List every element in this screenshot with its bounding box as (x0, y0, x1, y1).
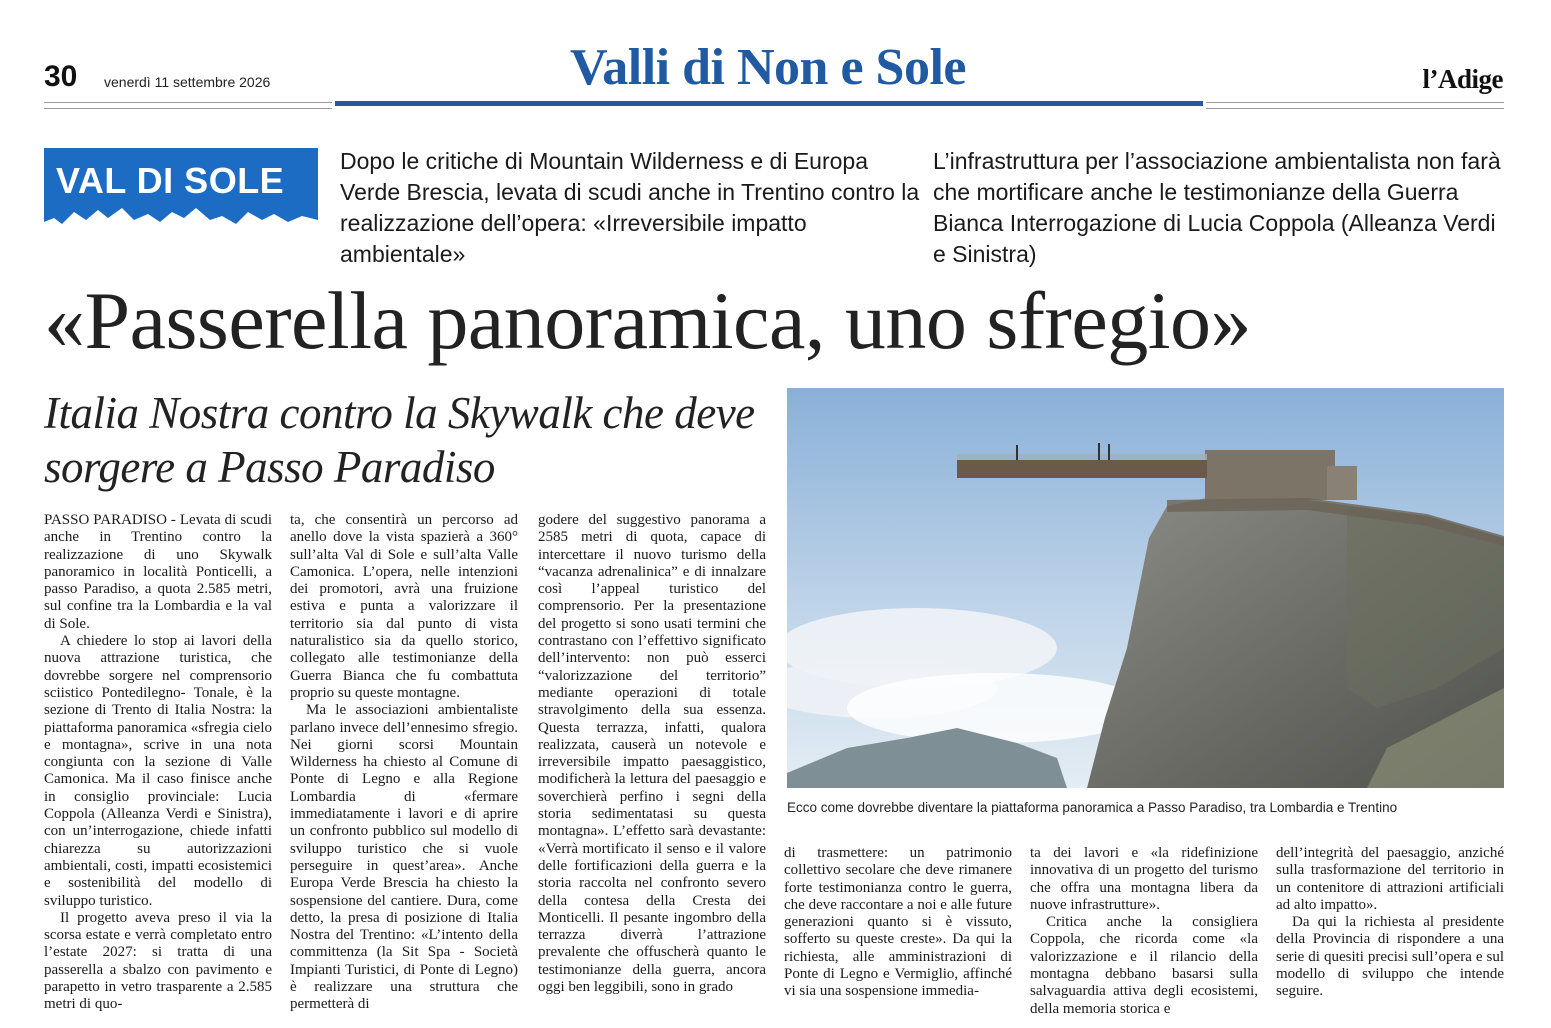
article-column-3 (538, 512, 766, 996)
paragraph: dell’integrità del paesaggio, anziché sulla trasformazione del territorio in un contenitore di attrazioni artificiali ad alto impatto». (1276, 845, 1504, 913)
article-column-6 (1276, 845, 1504, 1001)
header-rule-blue (335, 101, 1203, 106)
skywalk-photo (787, 388, 1504, 788)
article-column-5 (1030, 845, 1258, 1018)
header-rule-right-lower (1206, 108, 1504, 109)
section-tag (44, 148, 318, 242)
photo-caption: Ecco come dovrebbe diventare la piattaforma panoramica a Passo Paradiso, tra Lombardia e Trentino (787, 800, 1398, 815)
section-tag-label: VAL DI SOLE (56, 160, 285, 201)
article-column-4 (784, 845, 1012, 1001)
paragraph: ta dei lavori e «la ridefinizione innovativa di un progetto del turismo che offra una montagna libera da nuove infrastrutture». (1030, 845, 1258, 913)
subheadline: Italia Nostra contro la Skywalk che deve sorgere a Passo Paradiso (44, 388, 755, 492)
newspaper-logo: l’Adige (1422, 64, 1503, 94)
paragraph: PASSO PARADISO - Levata di scudi anche in Trentino contro la realizzazione di uno Skywalk panoramico in località Ponticelli, a passo Paradiso, a quota 2.585 metri, sul confine tra la Lombardia e la val di Sole. (44, 512, 272, 632)
mountain-ridge-icon (44, 198, 318, 242)
paragraph: A chiedere lo stop ai lavori della nuova attrazione turistica, che dovrebbe sorgere nel comprensorio sciistico Pontedilegno- Tonale, è la sezione di Trento di Italia Nostra: la piattaforma panoramica «sfregia cielo e montagna», scrive in una nota congiunta con la sezione di Valle Camonica. Ma il caso finisce anche in consiglio provinciale: Lucia Coppola (Alleanza Verdi e Sinistra), con un’interrogazione, chiede infatti chiarezza su autorizzazioni ambientali, costi, impatti ecosistemici e sostenibilità del modello di sviluppo turistico. (44, 633, 272, 909)
header-rule-right (1206, 102, 1504, 103)
page-number: 30 (44, 60, 78, 93)
issue-date: venerdì 11 settembre 2026 (104, 74, 271, 90)
kicker-left: Dopo le critiche di Mountain Wilderness e di Europa Verde Brescia, levata di scudi anche in Trentino contro la realizzazione dell’opera: «Irreversibile impatto ambientale» (340, 148, 920, 267)
paragraph: Il progetto aveva preso il via la scorsa estate e verrà completato entro l’estate 2027: si tratta di una passerella a sbalzo con pavimento e parapetto in vetro trasparente a 2.585 metri di quo- (44, 909, 272, 1013)
header-rule-left-lower (44, 108, 332, 109)
header-rule-left (44, 102, 332, 103)
kicker-right: L’infrastruttura per l’associazione ambientalista non farà che mortificare anche le testimonianze della Guerra Bianca Interrogazione di Lucia Coppola (Alleanza Verdi e Sinistra) (933, 148, 1501, 267)
paragraph: Critica anche la consigliera Coppola, che ricorda come «la valorizzazione e il rilancio della montagna debbano basarsi sulla salvaguardia attiva degli ecosistemi, della memoria storica e (1030, 914, 1258, 1017)
section-title: Valli di Non e Sole (570, 39, 966, 96)
paragraph: Da qui la richiesta al presidente della Provincia di rispondere a una serie di quesiti precisi sull’opera e sul modello di sviluppo che intende seguire. (1276, 914, 1504, 1000)
paragraph: Ma le associazioni ambientaliste parlano invece dell’ennesimo sfregio. Nei giorni scorsi Mountain Wilderness ha chiesto al Comune di Ponte di Legno e alla Regione Lombardia di «fermare immediatamente i lavori e di aprire un confronto pubblico sul modello di sviluppo turistico che si vuole perseguire in quest’area». Anche Europa Verde Brescia ha chiesto la sospensione del cantiere. Dura, come detto, la presa di posizione di Italia Nostra del Trentino: «L’intento della committenza (la Sit Spa - Società Impianti Turistici, di Ponte di Legno) è realizzare una struttura che permetterà di (290, 702, 518, 1013)
article-column-1 (44, 512, 272, 1014)
paragraph: di trasmettere: un patrimonio collettivo secolare che deve rimanere forte testimonianza contro le guerra, che deve raccontare a noi e alle future generazioni quanto si è vissuto, sofferto su queste creste». Da qui la richiesta, alle amministrazioni di Ponte di Legno e Vermiglio, affinché vi sia una sospensione immedia- (784, 845, 1012, 1000)
article-column-2 (290, 512, 518, 1014)
headline: «Passerella panoramica, uno sfregio» (44, 275, 1252, 366)
paragraph: ta, che consentirà un percorso ad anello dove la vista spazierà a 360° sull’alta Val di Sole e sull’alta Valle Camonica. L’opera, nelle intenzioni dei promotori, avrà una fruizione estiva e punta a valorizzare il territorio sia dal punto di vista naturalistico sia da quello storico, collegato alle testimonianze della Guerra Bianca che fu combattuta proprio su queste montagne. (290, 512, 518, 701)
paragraph: godere del suggestivo panorama a 2585 metri di quota, capace di intercettare il nuovo turismo della “vacanza adrenalinica” e di innalzare così l’appeal turistico del comprensorio. Per la presentazione del progetto si sono usati termini che contrastano con l’effettivo significato dell’intervento: non può esserci “valorizzazione del territorio” mediante operazioni di totale stravolgimento della sua essenza. Questa terrazza, infatti, qualora realizzata, causerà un notevole e irreversibile impatto paesaggistico, modificherà la lettura del paesaggio e soverchierà perfino i segni della storia sedimentatasi su questa montagna». L’effetto sarà devastante: «Verrà mortificato il senso e il valore delle fortificazioni della guerra e la storia raccolta nel confronto severo della contesa della Cresta dei Monticelli. Il pesante ingombro della terrazza diverrà l’attrazione prevalente che offuscherà quanto le testimonianze della guerra, ancora oggi ben leggibili, sono in grado (538, 512, 766, 996)
